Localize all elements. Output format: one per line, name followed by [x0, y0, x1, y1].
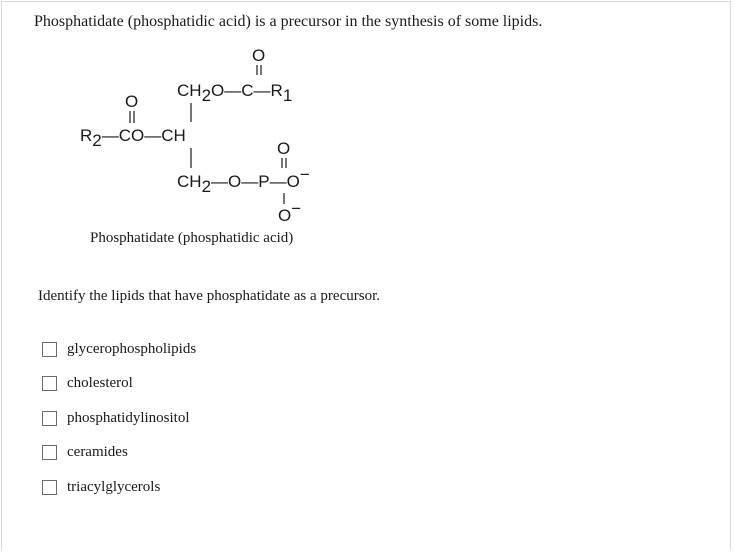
phosphoryl-oxygen: O	[277, 139, 291, 158]
phosphate-oxygen-bottom: O−	[278, 199, 302, 225]
question-text: Identify the lipids that have phosphatidate as a precursor.	[38, 288, 380, 304]
option-label: phosphatidylinositol	[67, 409, 190, 426]
intro-text: Phosphatidate (phosphatidic acid) is a precursor in the synthesis of some lipids.	[34, 13, 543, 30]
ch2o-ester-row: CH2O—C—R1	[177, 81, 293, 105]
structure-caption: Phosphatidate (phosphatidic acid)	[90, 230, 294, 246]
option-phosphatidylinositol[interactable]	[42, 401, 196, 436]
checkbox[interactable]	[42, 376, 57, 391]
option-glycerophospholipids[interactable]	[42, 332, 196, 367]
option-label: glycerophospholipids	[67, 340, 197, 357]
option-label: triacylglycerols	[67, 478, 161, 495]
answer-options	[42, 332, 196, 505]
option-triacylglycerols[interactable]	[42, 470, 196, 505]
option-cholesterol[interactable]	[42, 367, 196, 402]
phosphate-row: CH2—O—P—O−	[177, 165, 310, 196]
carbonyl-oxygen-top: O	[252, 46, 266, 65]
option-label: ceramides	[67, 444, 128, 461]
checkbox[interactable]	[42, 411, 57, 426]
checkbox[interactable]	[42, 342, 57, 357]
checkbox[interactable]	[42, 480, 57, 495]
option-label: cholesterol	[67, 375, 133, 392]
carbonyl-oxygen-left: O	[125, 92, 139, 111]
checkbox[interactable]	[42, 445, 57, 460]
r2-ester-row: R2—CO—CH	[80, 126, 186, 150]
phosphatidate-structure	[70, 44, 370, 229]
option-ceramides[interactable]	[42, 436, 196, 471]
